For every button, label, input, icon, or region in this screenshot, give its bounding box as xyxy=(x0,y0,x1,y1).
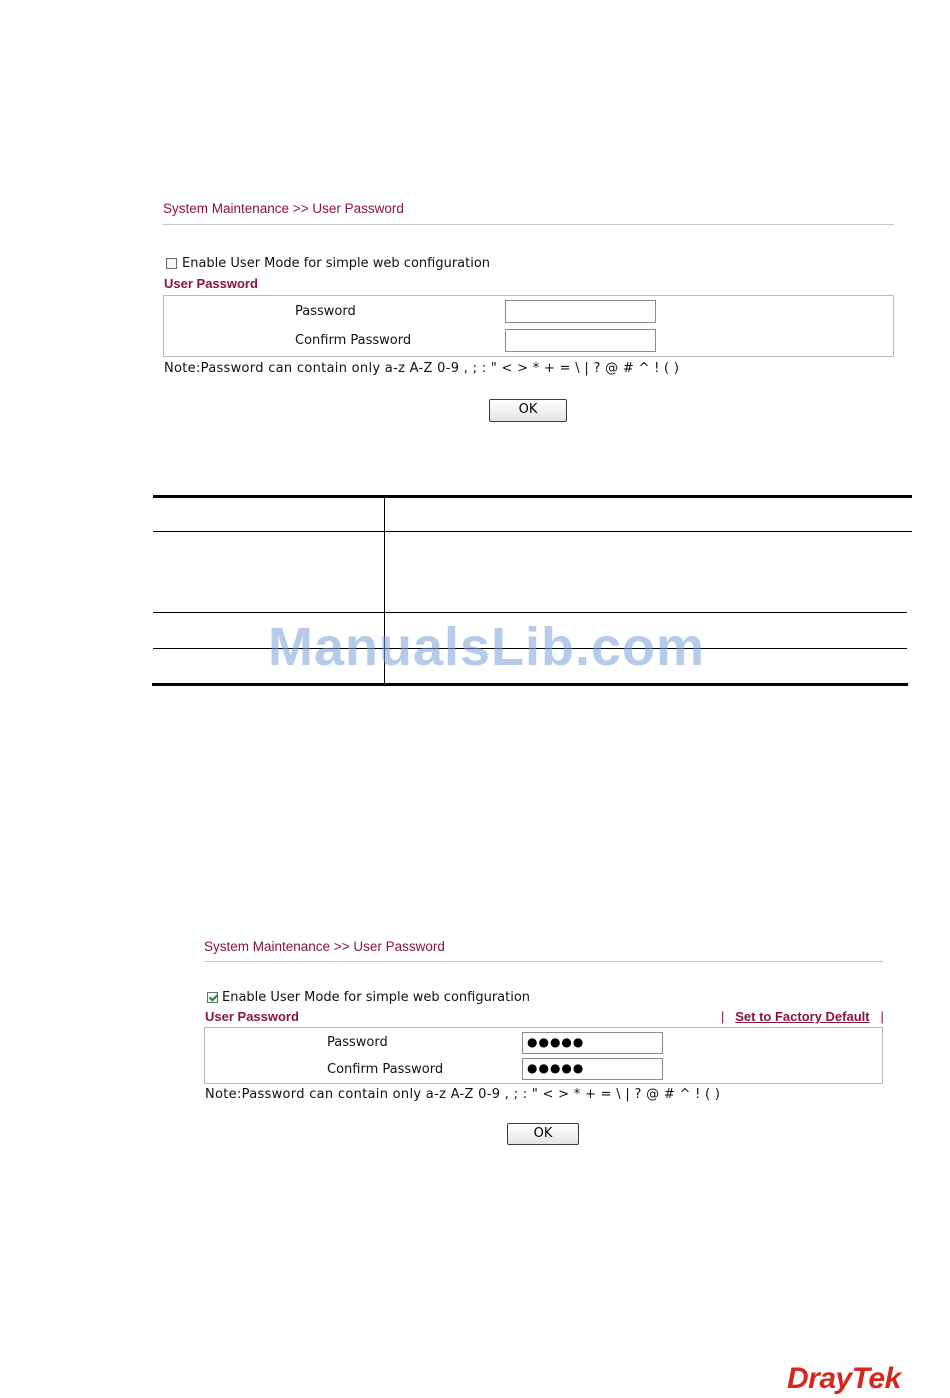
password-input[interactable] xyxy=(505,300,656,323)
title-divider xyxy=(204,961,883,962)
enable-user-mode-label: Enable User Mode for simple web configuration xyxy=(182,256,491,271)
factory-default-row xyxy=(721,1009,884,1024)
password-input[interactable]: ●●●●● xyxy=(522,1032,663,1054)
link-separator: | xyxy=(721,1009,725,1024)
enable-user-mode-checkbox[interactable] xyxy=(166,258,177,269)
breadcrumb: System Maintenance >> User Password xyxy=(204,939,445,954)
title-divider xyxy=(163,224,894,225)
confirm-password-input[interactable]: ●●●●● xyxy=(522,1058,663,1080)
link-separator: | xyxy=(880,1009,884,1024)
breadcrumb: System Maintenance >> User Password xyxy=(163,201,404,216)
password-form-box xyxy=(204,1027,883,1084)
ok-button[interactable]: OK xyxy=(489,399,567,422)
password-label: Password xyxy=(295,304,356,319)
password-note: Note:Password can contain only a-z A-Z 0-9 , ; : " < > * + = \ | ? @ # ^ ! ( ) xyxy=(205,1087,721,1102)
confirm-password-input[interactable] xyxy=(505,329,656,352)
enable-user-mode-checkbox[interactable] xyxy=(207,992,218,1003)
set-to-factory-default-link[interactable]: Set to Factory Default xyxy=(735,1009,870,1024)
table-bottom-rule xyxy=(152,683,908,686)
confirm-password-label: Confirm Password xyxy=(327,1062,444,1077)
table-row-rule xyxy=(153,531,912,532)
user-password-heading: User Password xyxy=(205,1009,299,1024)
enable-user-mode-label: Enable User Mode for simple web configuration xyxy=(222,990,531,1005)
password-label: Password xyxy=(327,1035,388,1050)
draytek-logo: DrayTek xyxy=(787,1362,901,1395)
ok-button[interactable]: OK xyxy=(507,1123,579,1145)
table-row-rule xyxy=(153,612,907,613)
password-form-box xyxy=(163,295,894,357)
password-note: Note:Password can contain only a-z A-Z 0-9 , ; : " < > * + = \ | ? @ # ^ ! ( ) xyxy=(164,361,680,376)
confirm-password-label: Confirm Password xyxy=(295,333,412,348)
watermark: ManualsLib.com xyxy=(268,617,706,677)
user-password-heading: User Password xyxy=(164,276,258,291)
table-top-rule xyxy=(153,495,912,498)
